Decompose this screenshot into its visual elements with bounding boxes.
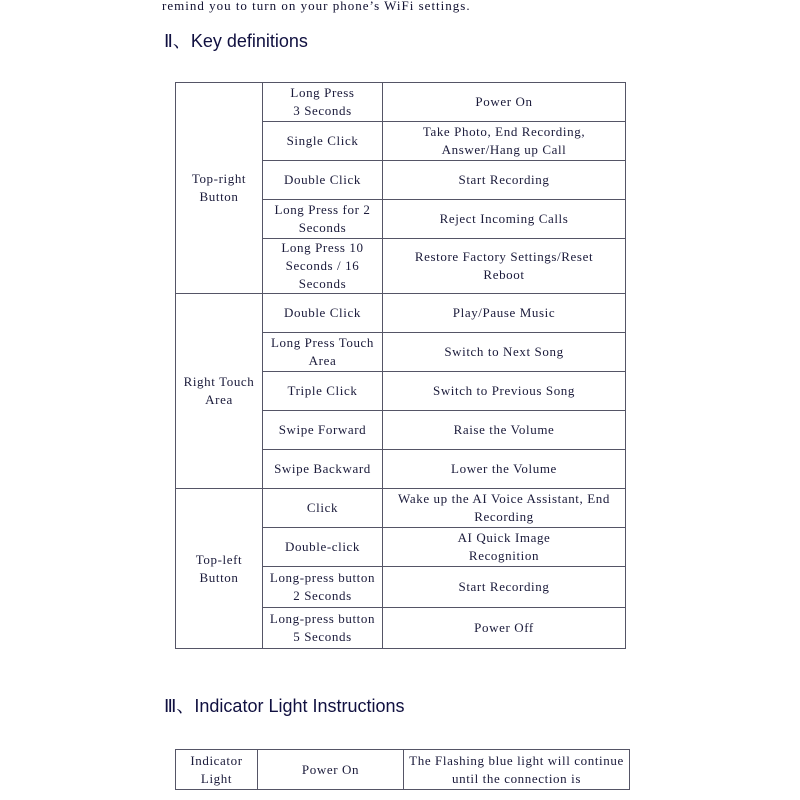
- table-row: [176, 83, 626, 122]
- function-cell: Raise the Volume: [383, 411, 626, 450]
- action-cell: Long-press button 5 Seconds: [263, 608, 383, 649]
- function-cell: Play/Pause Music: [383, 294, 626, 333]
- function-cell: Lower the Volume: [383, 450, 626, 489]
- function-cell: Restore Factory Settings/Reset Reboot: [383, 239, 626, 294]
- action-cell: Long Press for 2 Seconds: [263, 200, 383, 239]
- group-label-top-right-button: Top-right Button: [176, 83, 263, 294]
- action-cell: Swipe Backward: [263, 450, 383, 489]
- table-row: [176, 750, 630, 790]
- section-heading-indicator-light: Ⅲ、Indicator Light Instructions: [164, 696, 405, 716]
- table-row: [176, 489, 626, 528]
- table-row: [176, 294, 626, 333]
- function-cell: Switch to Next Song: [383, 333, 626, 372]
- function-cell: Power On: [383, 83, 626, 122]
- function-cell: AI Quick Image Recognition: [383, 528, 626, 567]
- function-cell: Reject Incoming Calls: [383, 200, 626, 239]
- action-cell: Single Click: [263, 122, 383, 161]
- action-cell: Swipe Forward: [263, 411, 383, 450]
- function-cell: Switch to Previous Song: [383, 372, 626, 411]
- action-cell: Long Press 3 Seconds: [263, 83, 383, 122]
- action-cell: Double Click: [263, 161, 383, 200]
- action-cell: Click: [263, 489, 383, 528]
- function-cell: Power Off: [383, 608, 626, 649]
- action-cell: Long Press Touch Area: [263, 333, 383, 372]
- action-cell: Double-click: [263, 528, 383, 567]
- action-cell: Long Press 10 Seconds / 16 Seconds: [263, 239, 383, 294]
- indicator-label-cell: Indicator Light: [176, 750, 258, 790]
- indicator-state-cell: Power On: [258, 750, 404, 790]
- function-cell: Wake up the AI Voice Assistant, End Recording: [383, 489, 626, 528]
- group-label-top-left-button: Top-left Button: [176, 489, 263, 649]
- function-cell: Start Recording: [383, 567, 626, 608]
- action-cell: Long-press button 2 Seconds: [263, 567, 383, 608]
- intro-text-line: remind you to turn on your phone’s WiFi settings.: [162, 0, 471, 13]
- function-cell: Start Recording: [383, 161, 626, 200]
- key-definitions-table: [175, 82, 626, 649]
- indicator-light-table: [175, 749, 630, 790]
- group-label-right-touch-area: Right Touch Area: [176, 294, 263, 489]
- action-cell: Triple Click: [263, 372, 383, 411]
- indicator-description-cell: The Flashing blue light will continue until the connection is: [404, 750, 630, 790]
- section-heading-key-definitions: Ⅱ、Key definitions: [164, 31, 308, 51]
- function-cell: Take Photo, End Recording, Answer/Hang up Call: [383, 122, 626, 161]
- action-cell: Double Click: [263, 294, 383, 333]
